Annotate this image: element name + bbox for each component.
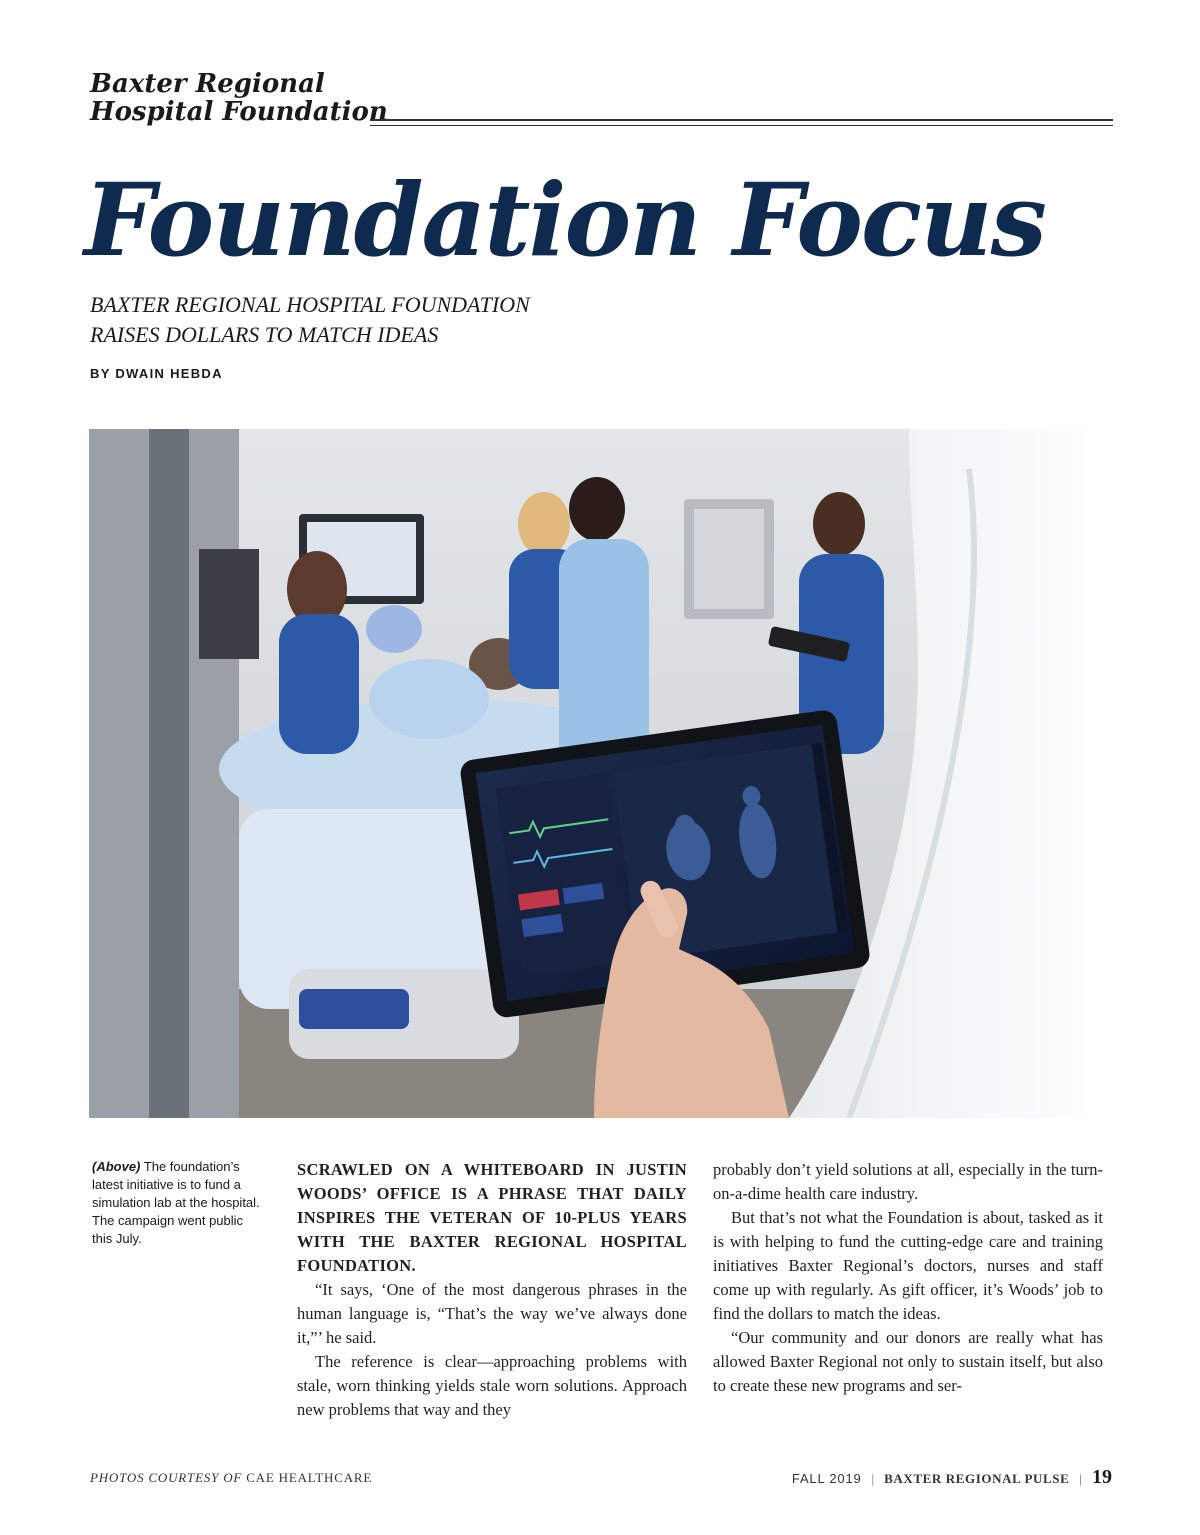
header-rule bbox=[370, 119, 1113, 126]
photo-caption bbox=[92, 1158, 262, 1248]
photo-illustration bbox=[89, 429, 1113, 1118]
photo-credit bbox=[90, 1470, 372, 1486]
article-paragraph: probably don’t yield solutions at all, especially in the turn-on-a-dime health care industry. bbox=[713, 1160, 1103, 1203]
folio bbox=[792, 1466, 1112, 1489]
section-label bbox=[90, 70, 388, 126]
article-lede: SCRAWLED ON A WHITEBOARD IN JUSTIN WOODS’ OFFICE IS A PHRASE THAT DAILY INSPIRES THE VETERAN OF 10-PLUS YEARS WITH THE BAXTER REGIONAL HOSPITAL FOUNDATION. bbox=[297, 1160, 687, 1275]
article-paragraph: “It says, ‘One of the most dangerous phrases in the human language is, “That’s the way we’ve always done it,”’ he said. bbox=[297, 1280, 687, 1347]
page-number: 19 bbox=[1092, 1466, 1112, 1488]
subtitle-line2: RAISES DOLLARS TO MATCH IDEAS bbox=[90, 322, 439, 347]
article-paragraph: But that’s not what the Foundation is about, tasked as it is with helping to fund the cutting-edge care and training initiatives Baxter Regional’s doctors, nurses and staff come up with regularly. As gift officer, it’s Woods’ job to find the dollars to match the ideas. bbox=[713, 1208, 1103, 1323]
issue-season: FALL 2019 bbox=[791, 1471, 862, 1486]
article-paragraph: “Our community and our donors are really what has allowed Baxter Regional not only to sustain itself, but also to create these new programs and ser- bbox=[713, 1328, 1103, 1395]
article-column-2 bbox=[713, 1158, 1103, 1398]
caption-lead: (Above) bbox=[92, 1159, 141, 1174]
caption-text: The foundation’s latest initiative is to fund a simulation lab at the hospital. The campaign went public this July. bbox=[92, 1159, 260, 1246]
credit-name: CAE HEALTHCARE bbox=[246, 1470, 373, 1485]
page-title: Foundation Focus bbox=[84, 161, 1045, 279]
article-column-1 bbox=[297, 1158, 687, 1422]
credit-prefix: PHOTOS COURTESY OF bbox=[90, 1470, 243, 1485]
section-label-line2: Hospital Foundation bbox=[90, 97, 388, 127]
publication-name: BAXTER REGIONAL PULSE bbox=[884, 1471, 1070, 1486]
subtitle-line1: BAXTER REGIONAL HOSPITAL FOUNDATION bbox=[90, 292, 530, 317]
simulation-lab-photo bbox=[89, 429, 1113, 1118]
byline: BY DWAIN HEBDA bbox=[90, 366, 223, 381]
subtitle bbox=[90, 290, 690, 350]
divider: | bbox=[871, 1471, 875, 1486]
article-paragraph: The reference is clear—approaching problems with stale, worn thinking yields stale worn solutions. Approach new problems that way and they bbox=[297, 1352, 687, 1419]
section-label-line1: Baxter Regional bbox=[90, 69, 325, 99]
divider: | bbox=[1079, 1471, 1082, 1486]
